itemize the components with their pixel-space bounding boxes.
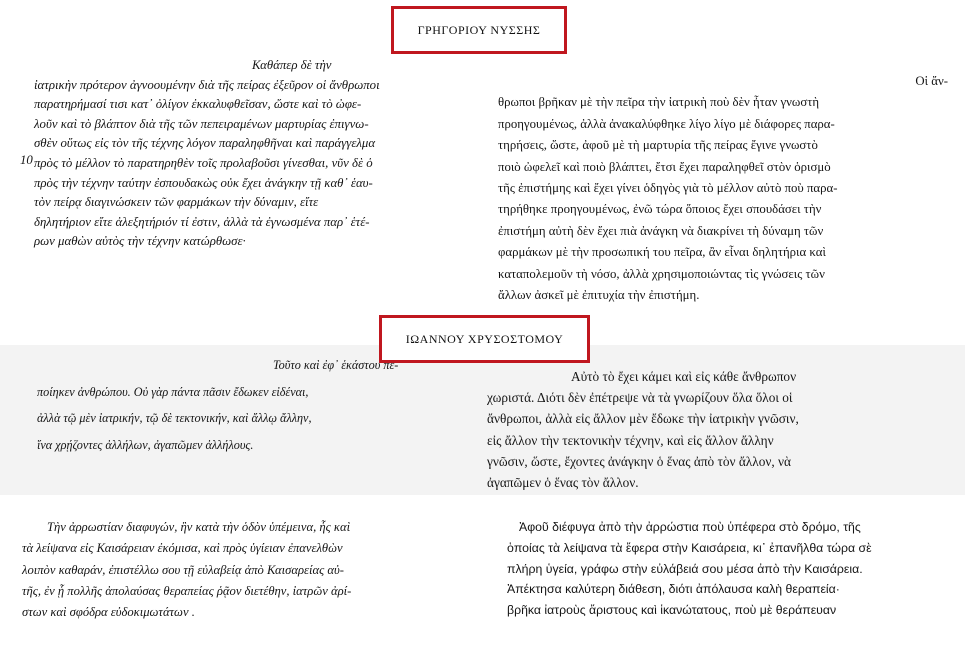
modern-translation-chrysostom — [487, 366, 937, 493]
text-line: Οἱ ἄν- — [915, 74, 948, 88]
text-line: ρων μαθὼν αὐτὸς τὴν τέχνην κατώρθωσε· — [34, 234, 246, 249]
text-line: Αὐτὸ τὸ ἔχει κάμει καὶ εἰς κάθε ἄνθρωπον — [571, 369, 797, 384]
text-line: ἐπιστήμη αὐτὴ δὲν ἔχει πιὰ ἀνάγκη νὰ διακρίνει τὴ δύναμη τῶν — [498, 223, 824, 238]
text-line: χωριστά. Διότι δὲν ἐπέτρεψε νὰ τὰ γνωρίζουν ὅλα ὅλοι οἱ — [487, 390, 793, 406]
text-line: δηλητήριον εἴτε ἀλεξητήριόν τί ἐστιν, ἀλλὰ τὰ ἐγνωσμένα παρ᾽ ἑτέ- — [34, 214, 370, 229]
text-line: ἀγαπῶμεν ὁ ἕνας τὸν ἄλλον. — [487, 475, 639, 491]
text-line: στων καὶ σφόδρα εὐδοκιμωτάτων . — [22, 605, 195, 620]
text-line: τὸν πείρᾳ διαγινώσκειν τῶν φαρμάκων τὴν δύναμιν, εἴτε — [34, 195, 319, 210]
text-line: λοῦν καὶ τὸ βλάπτον διὰ τῆς τῶν πεπειραμένων μαρτυρίας ἐπιγνω- — [34, 116, 369, 131]
text-line: ποιὸ ὠφελεῖ καὶ ποιὸ βλάπτει, ἔτσι ἔχει παραληφθεῖ στὸν ὁρισμὸ — [498, 159, 831, 174]
text-line: καταπολεμοῦν τὴ νόσο, ἀλλὰ χρησιμοποιώντας τὶς γνώσεις τῶν — [498, 266, 825, 281]
text-line: Τὴν ἀρρωστίαν διαφυγών, ἣν κατὰ τὴν ὁδὸν ὑπέμεινα, ἧς καὶ — [47, 520, 351, 534]
ancient-text-chrysostom — [37, 352, 477, 458]
text-line: ἄνθρωποι, ἀλλὰ εἰς ἄλλον μὲν ἔδωκε τὴν ἰατρικὴν γνῶσιν, — [487, 411, 799, 427]
text-line: θρωποι βρῆκαν μὲ τὴν πεῖρα τὴν ἰατρικὴ ποὺ δὲν ἦταν γνωστὴ — [498, 95, 820, 110]
text-line: Ἀπέκτησα καλύτερη διάθεση, διότι ἀπόλαυσα καλὴ θεραπεία· — [507, 582, 840, 597]
section-title-chrysostom: ΙΩΑΝΝΟΥ ΧΡΥΣΟΣΤΟΜΟΥ — [379, 315, 590, 363]
text-line: πλήρη ὑγεία, γράφω στὴν εὐλάβειά σου μέσα ἀπὸ τὴν Καισάρεια. — [507, 561, 863, 576]
text-line: Καθάπερ δὲ τὴν — [252, 58, 332, 72]
text-line: Τοῦτο καὶ ἐφ᾽ ἑκάστου πε- — [273, 358, 399, 372]
text-line: Ἀφοῦ διέφυγα ἀπὸ τὴν ἀρρώστια ποὺ ὑπέφερα στὸ δρόμο, τῆς — [519, 520, 861, 534]
text-line: γνῶσιν, ὥστε, ἔχοντες ἀνάγκην ὁ ἕνας ἀπὸ τὸν ἄλλον, νὰ — [487, 453, 791, 469]
text-line: ποίηκεν ἀνθρώπου. Οὐ γὰρ πάντα πᾶσιν ἔδωκεν εἰδέναι, — [37, 384, 309, 399]
text-line: ἰατρικὴν πρότερον ἀγνοουμένην διὰ τῆς πείρας ἐξεῦρον οἱ ἄνθρωποι — [34, 77, 380, 92]
text-line: βρῆκα ἰατροὺς ἄριστους καὶ ἱκανώτατους, ποὺ μὲ θεράπευαν — [507, 603, 837, 618]
text-line: ἵνα χρῄζοντες ἀλλήλων, ἀγαπῶμεν ἀλλήλους. — [37, 437, 254, 452]
ancient-text-gregory — [34, 56, 479, 252]
text-line: τηρήσεις, ὥστε, ἀφοῦ μὲ τὴ μαρτυρία τῆς πείρας ἔγινε γνωστὸ — [498, 138, 818, 153]
text-line: ἄλλων ἀσκεῖ μὲ ἐπιτυχία τὴν ἐπιστήμη. — [498, 288, 700, 303]
text-line: τηρήθηκε προηγουμένως, ἐνῶ τώρα ὅποιος ἔχει σπουδάσει τὴν — [498, 202, 822, 217]
ancient-text-letter — [22, 517, 477, 623]
text-line: σθὲν οὕτως εἰς τὸν τῆς τέχνης λόγον παραληφθῆναι καὶ παράγγελμα — [34, 136, 376, 151]
text-line: εἰς ἄλλον τὴν τεκτονικὴν τέχνην, καὶ εἰς ἄλλον ἄλλην — [487, 432, 774, 448]
text-line: παρατηρήμασί τισι κατ᾽ ὀλίγον ἐκκαλυφθεῖσαν, ὥστε καὶ τὸ ὠφε- — [34, 97, 362, 112]
text-line: πρὸς τὸ μέλλον τὸ παρατηρηθὲν τοῖς προλαβοῦσι γίνεσθαι, νῦν δὲ ὁ — [34, 155, 373, 170]
section-title-gregory: ΓΡΗΓΟΡΙΟΥ ΝΥΣΣΗΣ — [391, 6, 567, 54]
text-line: ἀλλὰ τῷ μὲν ἰατρικήν, τῷ δὲ τεκτονικήν, καὶ ἄλλῳ ἄλλην, — [37, 411, 312, 425]
modern-translation-gregory — [498, 71, 948, 306]
text-line: προηγουμένως, ἀλλὰ ἀνακαλύφθηκε λίγο λίγο μὲ διάφορες παρα- — [498, 116, 835, 131]
text-line: τῆς, ἐν ᾗ πολλῆς ἀπολαύσας θεραπείας ῥᾷον διετέθην, ἰατρῶν ἀρί- — [22, 583, 352, 598]
text-line: λοιπὸν καθαράν, ἐπιστέλλω σου τῇ εὐλαβείᾳ ἀπὸ Καισαρείας αὐ- — [22, 562, 344, 577]
text-line: τῆς ἐπιστήμης καὶ ἔχει γίνει ὁδηγὸς γιὰ τὸ μέλλον αὐτὸ ποὺ παρα- — [498, 181, 838, 196]
text-line: πρὸς τὴν τέχνην ταύτην ἐσπουδακὼς οὐκ ἔχει ἀνάγκην τῇ καθ᾽ ἑαυ- — [34, 175, 373, 190]
text-line: φαρμάκων μὲ τὴν προσωπική του πεῖρα, ἂν εἶναι δηλητήρια καὶ — [498, 245, 826, 260]
line-number: 10 — [20, 153, 33, 167]
text-line: τὰ λείψανα εἰς Καισάρειαν ἐκόμισα, καὶ πρὸς ὑγίειαν ἐπανελθὼν — [22, 541, 343, 556]
text-line: ὁποίας τὰ λείψανα τὰ ἔφερα στὴν Καισάρεια, κι᾽ ἐπανῆλθα τώρα σὲ — [507, 540, 872, 555]
modern-translation-letter — [507, 517, 952, 621]
